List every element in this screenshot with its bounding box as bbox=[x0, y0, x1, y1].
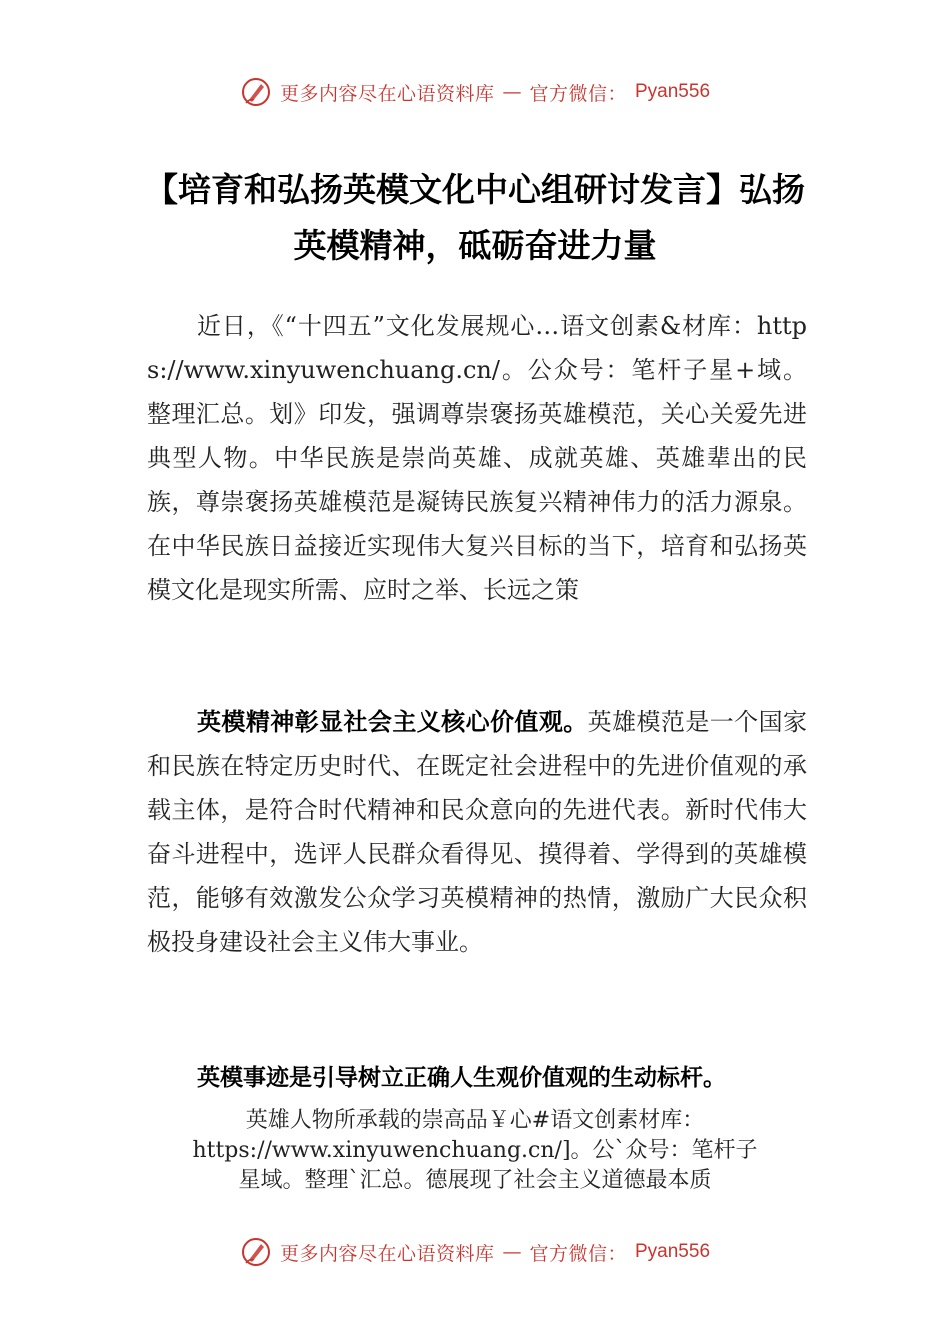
banner-handle: Pyan556 bbox=[635, 81, 711, 102]
section-heading: 英模事迹是引导树立正确人生观价值观的生动标杆。 bbox=[197, 1065, 726, 1091]
paragraph-2 bbox=[147, 700, 807, 964]
banner-text: 更多内容尽在心语资料库 bbox=[279, 1242, 495, 1265]
quill-logo-icon bbox=[240, 1236, 272, 1268]
paragraph-4-line-1: 英雄人物所承载的崇高品￥心#语文创素材库： bbox=[245, 1108, 705, 1133]
paragraph-2-lead: 英模精神彰显社会主义核心价值观。 bbox=[197, 708, 588, 736]
banner-separator: — bbox=[502, 81, 522, 103]
quill-logo-icon bbox=[240, 76, 272, 108]
footer-banner bbox=[0, 1232, 950, 1272]
banner-wechat-label: 官方微信： bbox=[529, 82, 627, 105]
banner-separator: — bbox=[502, 1241, 522, 1263]
banner-wechat-label: 官方微信： bbox=[529, 1242, 627, 1265]
paragraph-4-line-3: 星域。整理`汇总。德展现了社会主义道德最本质 bbox=[238, 1168, 712, 1193]
header-banner bbox=[0, 72, 950, 112]
paragraph-4 bbox=[145, 1106, 805, 1196]
paragraph-4-line-2: https://www.xinyuwenchuang.cn/]。公`众号：笔杆子 bbox=[192, 1138, 758, 1163]
document-title: 【培育和弘扬英模文化中心组研讨发言】弘扬英模精神，砥砺奋进力量 bbox=[145, 170, 805, 265]
banner-handle: Pyan556 bbox=[635, 1241, 711, 1262]
paragraph-2-text: 英雄模范是一个国家和民族在特定历史时代、在既定社会进程中的先进价值观的承载主体，是符合时代精神和民众意向的先进代表。新时代伟大奋斗进程中，选评人民群众看得见、摸得着、学得到的英雄模范，能够有效激发公众学习英模精神的热情，激励广大民众积极投身建设社会主义伟大事业。 bbox=[147, 708, 808, 956]
banner-text: 更多内容尽在心语资料库 bbox=[279, 82, 495, 105]
paragraph-1: 近日，《“十四五”文化发展规心…语文创素&材库：https://www.xinyuwenchuang.cn/。公众号：笔杆子星+域。整理汇总。划》印发，强调尊崇褒扬英雄模范，关心关爱先进典型人物。中华民族是崇尚英雄、成就英雄、英雄辈出的民族，尊崇褒扬英雄模范是凝铸民族复兴精神伟力的活力源泉。在中华民族日益接近实现伟大复兴目标的当下，培育和弘扬英模文化是现实所需、应时之举、长远之策 bbox=[147, 312, 807, 604]
